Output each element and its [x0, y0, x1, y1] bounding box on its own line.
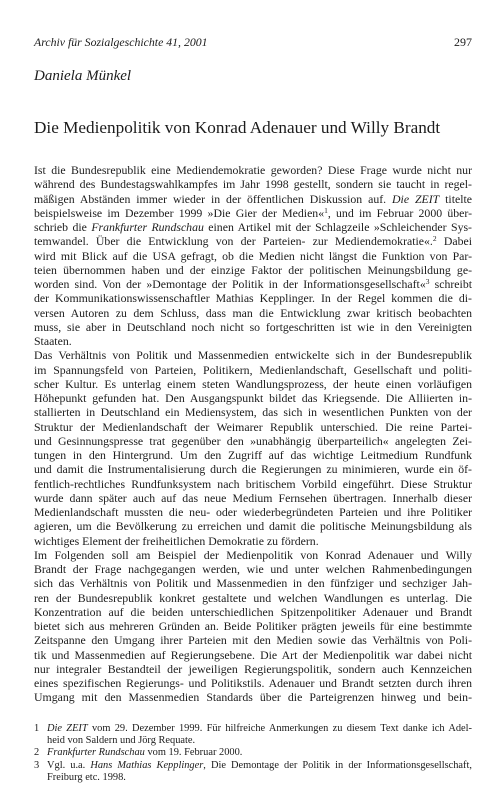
text-line: [47, 747, 472, 759]
text-line: [34, 348, 472, 362]
text-run: versen Autoren zu dem Schluss, dass man die Entwicklung zwar kritisch beobachten: [34, 305, 472, 320]
text-line: [34, 334, 472, 348]
text-run: temwandel. Über die Entwicklung von der Parteien- zur Mediendemokratie«.: [34, 234, 433, 249]
text-line: [34, 377, 472, 391]
footnote-text: [47, 760, 472, 784]
text-line: [34, 519, 472, 533]
text-run: stallierten in Deutschland ein Mediensystem, das sich in wesentlichen Punkten von der: [34, 405, 472, 420]
text-run: heid von Saldern und Jörg Requate.: [47, 735, 196, 747]
text-run: Ist die Bundesrepublik eine Mediendemokratie geworden? Diese Frage wurde nicht nur: [34, 163, 472, 177]
text-line: [34, 405, 472, 419]
text-run: vom 29. Dezember 1999. Für hilfreiche Anmerkungen zu diesem Text danke ich Adel-: [87, 723, 472, 734]
text-line: [34, 163, 472, 177]
text-run: Struktur der Medienlandschaft der Weimarer Republik unterschied. Die reine Partei-: [34, 419, 472, 434]
text-run: schrieb die: [34, 220, 92, 234]
text-line: [34, 263, 472, 277]
italic-text: Frankfurter Rundschau: [91, 220, 204, 234]
text-line: [34, 434, 472, 448]
text-line: [34, 420, 472, 434]
text-run: eines spezifischen Regierungs- und Politikstils. Adenauer und Brandt setzten durch ihren: [34, 676, 472, 690]
footnote-text: [47, 723, 472, 747]
footnotes: [34, 723, 472, 784]
footnote-reference: 3: [425, 277, 430, 286]
article-body: [34, 163, 472, 705]
footnote-number: 1: [34, 723, 40, 734]
text-line: [34, 306, 472, 320]
text-line: [34, 291, 472, 305]
text-run: Staaten.: [34, 334, 72, 348]
text-run: titelte: [439, 191, 472, 206]
text-line: [34, 234, 472, 248]
footnote: [34, 760, 472, 784]
text-line: [34, 462, 472, 476]
text-line: [34, 648, 472, 662]
text-run: und damit die Instrumentalisierung durch die Regierungen zu minimieren, wurde ein öf-: [34, 462, 472, 477]
italic-text: Hans Mathias Kepplinger: [90, 759, 204, 771]
text-run: einen Artikel mit der Schlagzeile »Schleichender Sys-: [203, 220, 472, 234]
text-run: teien übernommen haben und der einzige Faktor der politischen Meinungsbildung ge-: [34, 262, 472, 277]
text-line: [34, 177, 472, 191]
text-line: [34, 277, 472, 291]
text-run: mäßigen Abständen immer wieder in der öffentlichen Diskussion auf.: [34, 191, 393, 206]
running-header-journal: Archiv für Sozialgeschichte 41, 2001: [34, 35, 208, 49]
text-line: [47, 735, 472, 747]
italic-text: Die ZEIT: [392, 191, 440, 206]
text-line: [34, 249, 472, 263]
text-run: agieren, um die Bevölkerung zu erreichen und damit die politische Meinungsbildung als: [34, 519, 472, 534]
text-line: [34, 192, 472, 206]
text-run: Dabei: [436, 234, 472, 249]
text-run: scher Kultur. Es unterlag einem steten Wandlungsprozess, der heute einen vorläufigen: [34, 376, 472, 391]
text-run: vom 19. Februar 2000.: [144, 747, 243, 759]
text-line: [34, 320, 472, 334]
text-line: [34, 562, 472, 576]
text-run: Konzentration auf die beiden unterschiedlichen Spitzenpolitiker Adenauer und Brandt: [34, 604, 472, 619]
footnote: [34, 747, 472, 759]
text-line: [34, 605, 472, 619]
text-run: Zeitspanne den Umgang ihrer Parteien mit den Medien sowie das Verhältnis von Poli-: [34, 633, 472, 648]
text-run: und Gesinnungspresse trat gegenüber den »unabhängig überparteilich« angelegten Zei-: [34, 433, 472, 448]
text-run: fentlich-rechtliches Rundfunksystem nach britischem Vorbild eingeführt. Diese Struktur: [34, 476, 472, 491]
paragraph: [34, 348, 472, 548]
text-line: [34, 662, 472, 676]
text-run: Brandt der Frage nachgegangen werden, wie und unter welchen Rahmenbedingungen: [34, 562, 472, 576]
italic-text: Die ZEIT: [47, 723, 88, 734]
text-line: [47, 760, 472, 772]
text-run: schreibt: [429, 277, 472, 291]
text-line: [34, 548, 472, 562]
page-number: 297: [454, 35, 472, 49]
text-run: tungen in den Hintergrund. Um den Zugriff auf das wichtige Leitmedium Rundfunk: [34, 448, 472, 462]
text-line: [34, 206, 472, 220]
text-line: [34, 676, 472, 690]
footnote-number: 2: [34, 747, 40, 759]
text-run: worden sind. Von der »Demontage der Politik in der Informationsgesellschaft«: [34, 277, 426, 291]
text-line: [34, 534, 472, 548]
text-run: der Kommunikationswissenschaftler Mathias Kepplinger. In der Regel kommen die di-: [34, 291, 472, 306]
text-run: wichtiges Element der freiheitlichen Demokratie zu fördern.: [34, 533, 319, 548]
text-line: [34, 576, 472, 590]
text-run: nur integraler Bestandteil der jeweiligen Regierungspolitik, sondern auch Kennzeichen: [34, 661, 472, 676]
text-line: [34, 690, 472, 704]
text-run: Vgl. u.a.: [47, 759, 91, 771]
paragraph: [34, 548, 472, 705]
footnote: [34, 723, 472, 747]
text-run: wird mit Blick auf die USA gefragt, ob die Medien nicht längst die Funktion von Par-: [34, 248, 472, 263]
text-run: während des Bundestagswahlkampfes im Jahr 1998 gestellt, sondern sie taucht in regel-: [34, 177, 472, 192]
text-run: Im Folgenden soll am Beispiel der Medienpolitik von Konrad Adenauer und Willy: [34, 547, 472, 562]
text-line: [34, 448, 472, 462]
text-run: im Spannungsfeld von Parteien, Politikern, Medienlandschaft, Gesellschaft und politi-: [34, 362, 472, 377]
text-run: beispielsweise im Dezember 1999 »Die Gier der Medien«: [34, 205, 325, 220]
text-line: [47, 772, 472, 784]
article-title: Die Medienpolitik von Konrad Adenauer und Willy Brandt: [34, 118, 441, 137]
text-run: Medienlandschaft mussten die neu- oder wiederbegründeten Parteien und ihre Politiker: [34, 505, 472, 519]
text-run: Umgang mit den Massenmedien Standards über die Parteigrenzen hinweg und bein-: [34, 690, 472, 705]
text-line: [34, 619, 472, 633]
text-run: Höhepunkt gefunden hat. Den Ausgangspunkt bildet das Kriegsende. Die Alliierten in-: [34, 391, 472, 405]
text-run: muss, sie aber in Deutschland noch nicht so fortgeschritten ist wie in den Vereinigten: [34, 319, 472, 334]
footnote-reference: 1: [324, 205, 328, 215]
text-run: wurde dann später auch auf das neue Medium Fernsehen übertragen. Innerhalb dieser: [34, 490, 472, 505]
text-run: ren der Bundesrepublik konkret gestaltete und welchen Wandlungen es unterlag. Die: [34, 590, 472, 605]
paragraph: [34, 163, 472, 348]
text-run: sich das Verhältnis von Politik und Massenmedien in den fünfziger und sechziger Jah-: [34, 576, 472, 591]
text-line: [34, 491, 472, 505]
footnote-number: 3: [34, 759, 40, 771]
text-line: [47, 723, 472, 735]
text-run: bietet sich aus mehreren Gründen an. Beide Politiker prägten jeweils für eine bestimmte: [34, 619, 472, 633]
text-run: , Die Demontage der Politik in der Informationsgesellschaft,: [203, 759, 472, 771]
text-line: [34, 220, 472, 234]
author-name: Daniela Münkel: [34, 68, 132, 84]
footnote-reference: 2: [432, 234, 437, 244]
text-line: [34, 391, 472, 405]
text-run: , und im Februar 2000 über-: [327, 205, 472, 220]
text-line: [34, 633, 472, 647]
italic-text: Frankfurter Rundschau: [47, 747, 145, 759]
text-line: [34, 591, 472, 605]
text-run: Das Verhältnis von Politik und Massenmedien entwickelte sich in der Bundesrepublik: [34, 348, 472, 363]
text-line: [34, 363, 472, 377]
text-run: Freiburg etc. 1998.: [47, 771, 126, 783]
footnote-text: [47, 747, 472, 759]
text-line: [34, 477, 472, 491]
text-line: [34, 505, 472, 519]
text-run: tik und Massenmedien auf Regierungsebene. Die Art der Medienpolitik war dabei nicht: [34, 647, 472, 662]
